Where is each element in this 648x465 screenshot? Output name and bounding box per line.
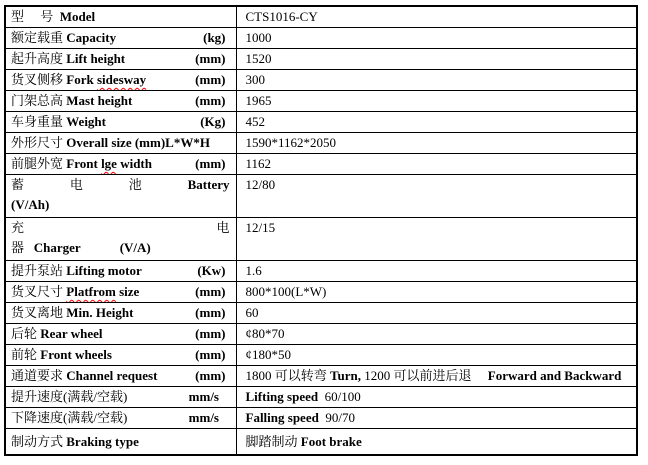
unit-label: (mm) <box>195 326 226 341</box>
spec-row-overall-size <box>5 133 637 154</box>
text-segment: Front <box>66 156 102 171</box>
value-line <box>246 218 633 238</box>
text-segment: 1800 可以转弯 <box>245 368 331 383</box>
text-segment: Front wheels <box>40 347 112 362</box>
spec-table-body <box>5 6 637 455</box>
label-line <box>11 49 236 69</box>
unit-label: mm/s <box>188 410 226 425</box>
text-segment: 后轮 <box>11 326 41 341</box>
text-segment: 额定载重 <box>11 30 67 45</box>
spec-row-front-wheels <box>5 345 637 366</box>
text-segment: 提升速度(满载/空载) <box>11 389 128 404</box>
value-line <box>246 175 633 195</box>
spec-row-weight <box>5 112 637 133</box>
spec-label-cell-front-leg-width <box>5 154 236 175</box>
text-segment: Battery <box>187 177 230 192</box>
unit-label: (mm) <box>195 305 226 320</box>
spec-label-cell-min-height <box>5 303 236 324</box>
text-segment: 门架总高 <box>11 93 67 108</box>
text-segment: Fork <box>66 72 97 87</box>
spec-row-mast-height <box>5 91 637 112</box>
text-segment: Capacity <box>66 30 117 45</box>
spec-value-cell-model <box>236 6 637 28</box>
text-segment: Lift height <box>66 51 126 66</box>
text-segment: Falling speed <box>245 410 319 425</box>
spec-row-channel-request <box>5 366 637 387</box>
misspelled-word: lge <box>101 156 117 171</box>
spec-label-cell-lifting-speed <box>5 387 236 408</box>
text-segment: 300 <box>245 72 265 87</box>
text-segment: 1965 <box>245 93 272 108</box>
spec-row-battery <box>5 175 637 218</box>
text-segment: width <box>116 156 152 171</box>
text-segment: 1200 可以前进后退 <box>360 368 488 383</box>
text-segment: 外形尺寸 <box>11 135 67 150</box>
value-line <box>246 28 633 48</box>
text-segment: Overall size (mm)L*W*H <box>66 135 210 150</box>
value-line <box>246 112 633 132</box>
text-segment: Weight <box>66 114 106 129</box>
spec-label-cell-overall-size <box>5 133 236 154</box>
spec-row-platform-size <box>5 282 637 303</box>
text-segment: 60 <box>245 305 259 320</box>
text-segment: 制动方式 <box>11 434 67 449</box>
value-line <box>246 7 633 27</box>
label-line <box>11 408 236 428</box>
text-segment: Rear wheel <box>40 326 103 341</box>
value-line <box>246 303 633 323</box>
unit-label: mm/s <box>188 389 226 404</box>
label-line <box>11 112 236 132</box>
spec-label-cell-front-wheels <box>5 345 236 366</box>
spec-value-cell-capacity <box>236 28 637 49</box>
text-segment: 起升高度 <box>11 51 67 66</box>
spec-value-cell-braking-type <box>236 429 637 456</box>
misspelled-word: sidesway <box>96 72 147 87</box>
unit-label: (kg) <box>203 30 226 45</box>
label-line <box>11 154 236 174</box>
unit-label: (mm) <box>195 368 226 383</box>
spec-table <box>4 5 638 456</box>
spec-value-cell-rear-wheel <box>236 324 637 345</box>
spec-row-falling-speed <box>5 408 637 429</box>
text-segment: 1520 <box>245 51 272 66</box>
spec-value-cell-overall-size <box>236 133 637 154</box>
spec-value-cell-weight <box>236 112 637 133</box>
text-segment: 脚踏制动 <box>245 434 301 449</box>
text-segment: 前轮 <box>11 347 41 362</box>
unit-label: (Kg) <box>200 114 226 129</box>
misspelled-word: Platfrom <box>66 284 116 299</box>
text-segment: 12/80 <box>245 177 276 192</box>
spec-value-cell-battery <box>236 175 637 218</box>
spec-value-cell-min-height <box>236 303 637 324</box>
spec-label-cell-lift-height <box>5 49 236 70</box>
text-segment: 1162 <box>245 156 272 171</box>
spec-label-cell-braking-type <box>5 429 236 456</box>
text-segment: 货叉侧移 <box>11 72 67 87</box>
spec-row-lift-height <box>5 49 637 70</box>
text-segment: Model <box>59 9 96 24</box>
spec-label-cell-lifting-motor <box>5 261 236 282</box>
value-line <box>246 429 633 454</box>
unit-label: (mm) <box>195 347 226 362</box>
label-line <box>11 91 236 111</box>
text-segment: 提升泵站 <box>11 263 67 278</box>
spec-label-cell-channel-request <box>5 366 236 387</box>
label-line <box>11 345 236 365</box>
label-line <box>11 7 236 27</box>
spec-value-cell-lift-height <box>236 49 637 70</box>
label-line <box>11 366 236 386</box>
spec-label-cell-capacity <box>5 28 236 49</box>
spec-label-cell-battery <box>5 175 236 218</box>
value-line <box>246 408 633 428</box>
text-segment: 电 <box>216 220 230 235</box>
spec-value-cell-front-wheels <box>236 345 637 366</box>
label-line <box>11 28 236 48</box>
spec-row-lifting-speed <box>5 387 637 408</box>
spec-label-cell-model <box>5 6 236 28</box>
text-segment: Forward and Backward <box>487 368 622 383</box>
label-line <box>11 282 236 302</box>
value-line <box>246 324 633 344</box>
spec-row-model <box>5 6 637 28</box>
spec-row-rear-wheel <box>5 324 637 345</box>
text-segment: Charger <box>33 240 81 255</box>
value-line <box>246 345 633 365</box>
value-line <box>246 366 633 386</box>
spec-row-braking-type <box>5 429 637 456</box>
value-line <box>246 261 633 281</box>
unit-label: (mm) <box>195 156 226 171</box>
spec-value-cell-lifting-motor <box>236 261 637 282</box>
spec-row-capacity <box>5 28 637 49</box>
unit-label: (mm) <box>195 72 226 87</box>
text-segment: size <box>115 284 140 299</box>
text-segment: 452 <box>245 114 265 129</box>
value-line <box>246 91 633 111</box>
spec-row-lifting-motor <box>5 261 637 282</box>
text-segment: 下降速度(满载/空载) <box>11 410 128 425</box>
spec-row-charger <box>5 218 637 261</box>
label-line <box>11 324 236 344</box>
text-segment: 前腿外宽 <box>11 156 67 171</box>
spec-value-cell-charger <box>236 218 637 261</box>
unit-label: (mm) <box>195 93 226 108</box>
spec-row-fork-sidesway <box>5 70 637 91</box>
text-segment: 车身重量 <box>11 114 67 129</box>
text-segment: 1590*1162*2050 <box>245 135 337 150</box>
unit-label: (mm) <box>195 284 226 299</box>
spec-row-min-height <box>5 303 637 324</box>
spec-value-cell-fork-sidesway <box>236 70 637 91</box>
spec-label-cell-mast-height <box>5 91 236 112</box>
label-line <box>11 195 236 215</box>
spec-label-cell-charger <box>5 218 236 261</box>
spec-value-cell-falling-speed <box>236 408 637 429</box>
value-line <box>246 70 633 90</box>
value-line <box>246 154 633 174</box>
spec-value-cell-channel-request <box>236 366 637 387</box>
text-segment: 通道要求 <box>11 368 67 383</box>
text-segment: CTS1016-CY <box>245 9 318 24</box>
text-segment: 1000 <box>245 30 272 45</box>
label-line <box>11 133 236 153</box>
label-line <box>11 429 236 454</box>
label-line <box>11 238 236 258</box>
text-segment: 充 <box>11 220 25 235</box>
label-line <box>11 261 236 281</box>
text-segment: Foot brake <box>300 434 362 449</box>
text-segment: (V/Ah) <box>11 197 50 212</box>
text-segment: 型 号 <box>11 9 60 24</box>
unit-label: (mm) <box>195 51 226 66</box>
spec-label-cell-weight <box>5 112 236 133</box>
text-segment: Lifting motor <box>66 263 142 278</box>
spec-value-cell-mast-height <box>236 91 637 112</box>
text-segment: ¢80*70 <box>245 326 285 341</box>
text-segment: Braking type <box>66 434 139 449</box>
text-segment: 1.6 <box>245 263 262 278</box>
text-segment: Turn, <box>330 368 361 383</box>
text-segment: ¢180*50 <box>245 347 291 362</box>
label-line <box>11 387 236 407</box>
text-segment: (V/A) <box>119 240 151 255</box>
text-segment: 货叉尺寸 <box>11 284 67 299</box>
spec-label-cell-rear-wheel <box>5 324 236 345</box>
text-segment: 蓄 <box>11 177 25 192</box>
unit-label: (Kw) <box>197 263 226 278</box>
spec-row-front-leg-width <box>5 154 637 175</box>
text-segment: Mast height <box>66 93 133 108</box>
text-segment: 池 <box>128 177 142 192</box>
spec-label-cell-fork-sidesway <box>5 70 236 91</box>
spec-value-cell-front-leg-width <box>236 154 637 175</box>
label-line <box>11 303 236 323</box>
text-segment: Channel request <box>66 368 158 383</box>
text-segment: 电 <box>69 177 83 192</box>
text-segment: 90/70 <box>318 410 355 425</box>
spec-label-cell-falling-speed <box>5 408 236 429</box>
text-segment: 12/15 <box>245 220 276 235</box>
text-segment: 800*100(L*W) <box>245 284 327 299</box>
text-segment: 货叉离地 <box>11 305 67 320</box>
value-line <box>246 133 633 153</box>
spec-label-cell-platform-size <box>5 282 236 303</box>
text-segment: Lifting speed <box>245 389 319 404</box>
text-segment: 60/100 <box>318 389 361 404</box>
value-line <box>246 282 633 302</box>
spec-value-cell-platform-size <box>236 282 637 303</box>
text-segment: Min. Height <box>66 305 134 320</box>
text-segment <box>81 238 120 258</box>
value-line <box>246 49 633 69</box>
label-line <box>11 218 236 238</box>
value-line <box>246 387 633 407</box>
label-line <box>11 70 236 90</box>
text-segment: 器 <box>11 240 34 255</box>
spec-value-cell-lifting-speed <box>236 387 637 408</box>
label-line <box>11 175 236 195</box>
